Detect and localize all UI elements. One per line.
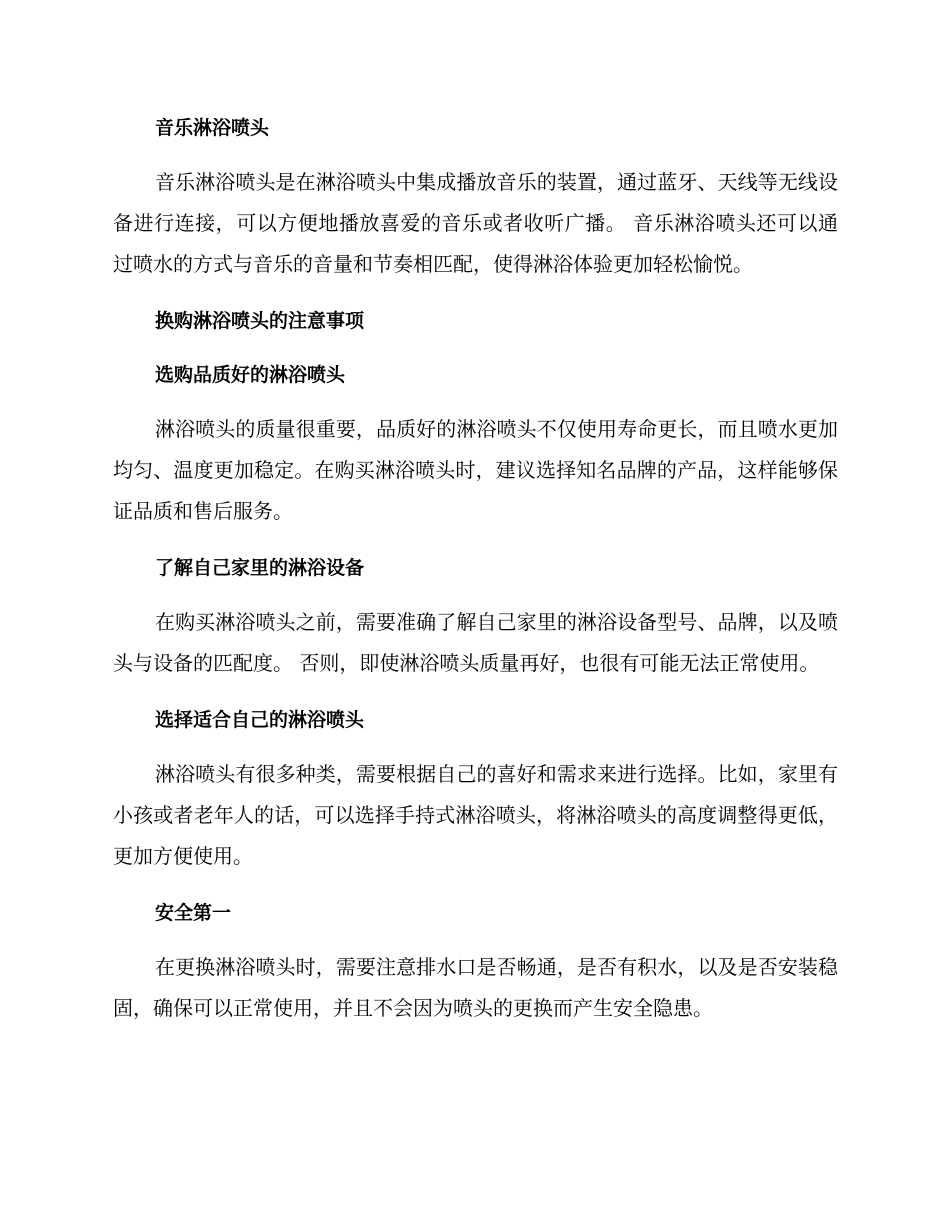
document-page: [113, 108, 838, 1029]
section-heading-safety: 安全第一: [155, 902, 232, 924]
section-heading-music-shower: 音乐淋浴喷头: [155, 117, 270, 139]
section-body-music-shower: 音乐淋浴喷头是在淋浴喷头中集成播放音乐的装置，通过蓝牙、天线等无线设备进行连接，可以方便地播放喜爱的音乐或者收听广播。 音乐淋浴喷头还可以通过喷水的方式与音乐的音量和节奏相匹配，使得淋浴体验更加轻松愉悦。: [113, 170, 838, 276]
section-body-safety: 在更换淋浴喷头时，需要注意排水口是否畅通，是否有积水，以及是否安装稳固，确保可以正常使用，并且不会因为喷头的更换而产生安全隐患。: [113, 955, 838, 1020]
section-body-choose-suitable: 淋浴喷头有很多种类，需要根据自己的喜好和需求来进行选择。比如，家里有小孩或者老年人的话，可以选择手持式淋浴喷头，将淋浴喷头的高度调整得更低，更加方便使用。: [113, 762, 838, 868]
section-heading-purchase-notes: 换购淋浴喷头的注意事项: [155, 310, 365, 332]
section-body-quality: 淋浴喷头的质量很重要，品质好的淋浴喷头不仅使用寿命更长，而且喷水更加均匀、温度更加稳定。在购买淋浴喷头时，建议选择知名品牌的产品，这样能够保证品质和售后服务。: [113, 417, 838, 523]
section-heading-quality: 选购品质好的淋浴喷头: [155, 364, 346, 386]
section-body-home-equipment: 在购买淋浴喷头之前，需要准确了解自己家里的淋浴设备型号、品牌，以及喷头与设备的匹配度。 否则，即使淋浴喷头质量再好，也很有可能无法正常使用。: [113, 610, 838, 675]
section-heading-choose-suitable: 选择适合自己的淋浴喷头: [155, 709, 365, 731]
section-heading-home-equipment: 了解自己家里的淋浴设备: [155, 557, 365, 579]
